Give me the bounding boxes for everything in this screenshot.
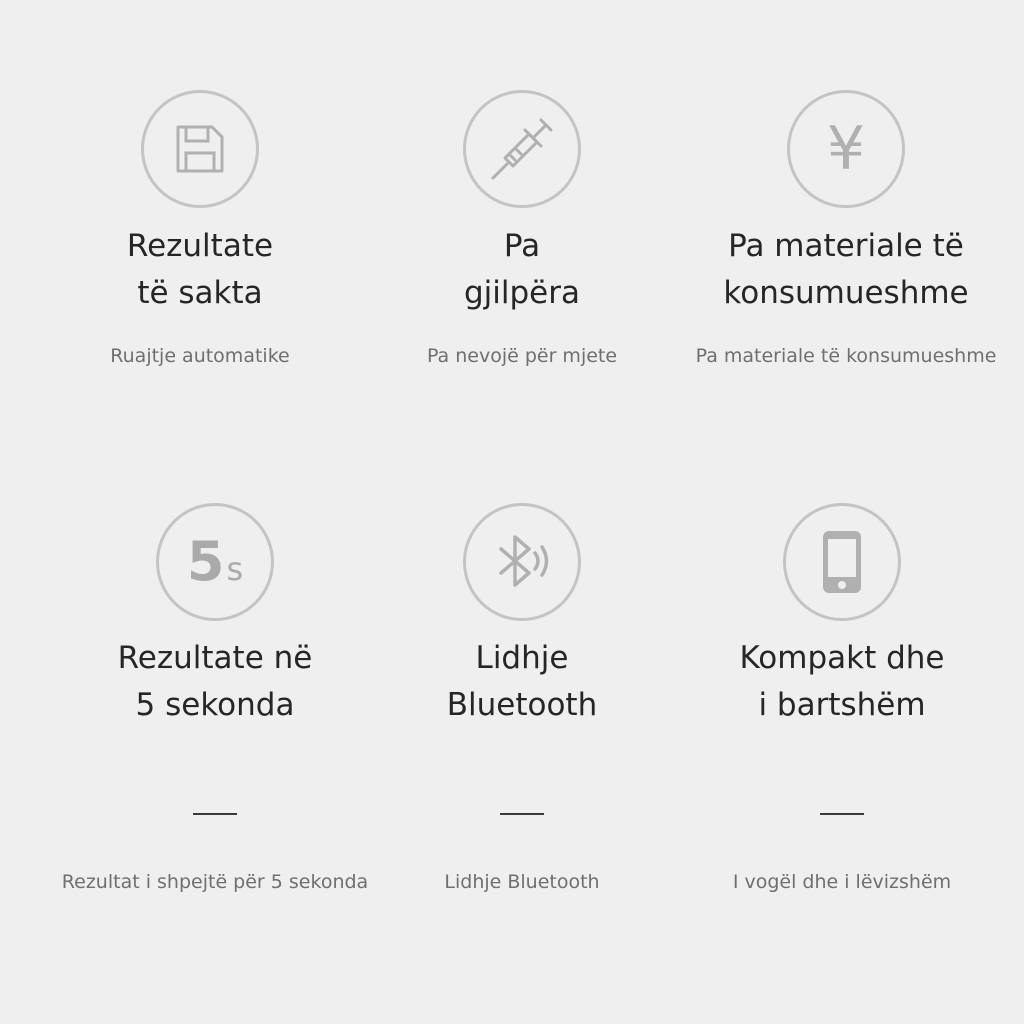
divider — [193, 813, 237, 815]
feature-five-second-results — [50, 503, 380, 893]
feature-no-needles — [382, 90, 662, 367]
feature-no-consumables — [686, 90, 1006, 367]
feature-title-line1: Kompakt dhe — [739, 640, 945, 676]
floppy-disk-icon — [172, 121, 228, 177]
feature-title-line1: Lidhje — [475, 640, 569, 676]
five-seconds-number: 5 — [186, 530, 225, 593]
feature-title-line2: të sakta — [137, 275, 263, 311]
icon-ring — [463, 90, 581, 208]
feature-subtitle: Pa materiale të konsumueshme — [695, 345, 997, 367]
feature-bluetooth — [382, 503, 662, 893]
feature-title-line1: Pa materiale të — [728, 228, 964, 264]
bluetooth-icon — [487, 527, 557, 597]
phone-icon — [817, 527, 867, 597]
icon-ring — [156, 503, 274, 621]
feature-title-line1: Pa — [503, 228, 541, 264]
feature-subtitle: Pa nevojë për mjete — [426, 345, 618, 367]
feature-subtitle: Ruajtje automatike — [110, 345, 290, 367]
feature-title-line2: i bartshëm — [758, 687, 926, 723]
feature-title-line1: Rezultate — [126, 228, 274, 264]
icon-ring — [463, 503, 581, 621]
feature-subtitle: I vogël dhe i lëvizshëm — [732, 871, 952, 893]
divider — [820, 813, 864, 815]
divider — [500, 813, 544, 815]
feature-title-line2: gjilpëra — [463, 275, 580, 311]
feature-subtitle: Lidhje Bluetooth — [444, 871, 600, 893]
feature-title-line2: 5 sekonda — [135, 687, 295, 723]
feature-subtitle: Rezultat i shpejtë për 5 sekonda — [61, 871, 369, 893]
feature-title-line2: Bluetooth — [446, 687, 598, 723]
feature-title-line1: Rezultate në — [117, 640, 313, 676]
yen-icon: ¥ — [826, 114, 866, 184]
feature-accurate-results — [60, 90, 340, 367]
icon-ring — [787, 90, 905, 208]
syringe-icon — [487, 114, 557, 184]
icon-ring — [783, 503, 901, 621]
five-seconds-icon — [186, 530, 244, 593]
five-seconds-unit: s — [226, 550, 244, 588]
feature-compact-portable — [702, 503, 982, 893]
feature-title-line2: konsumueshme — [723, 275, 969, 311]
icon-ring — [141, 90, 259, 208]
